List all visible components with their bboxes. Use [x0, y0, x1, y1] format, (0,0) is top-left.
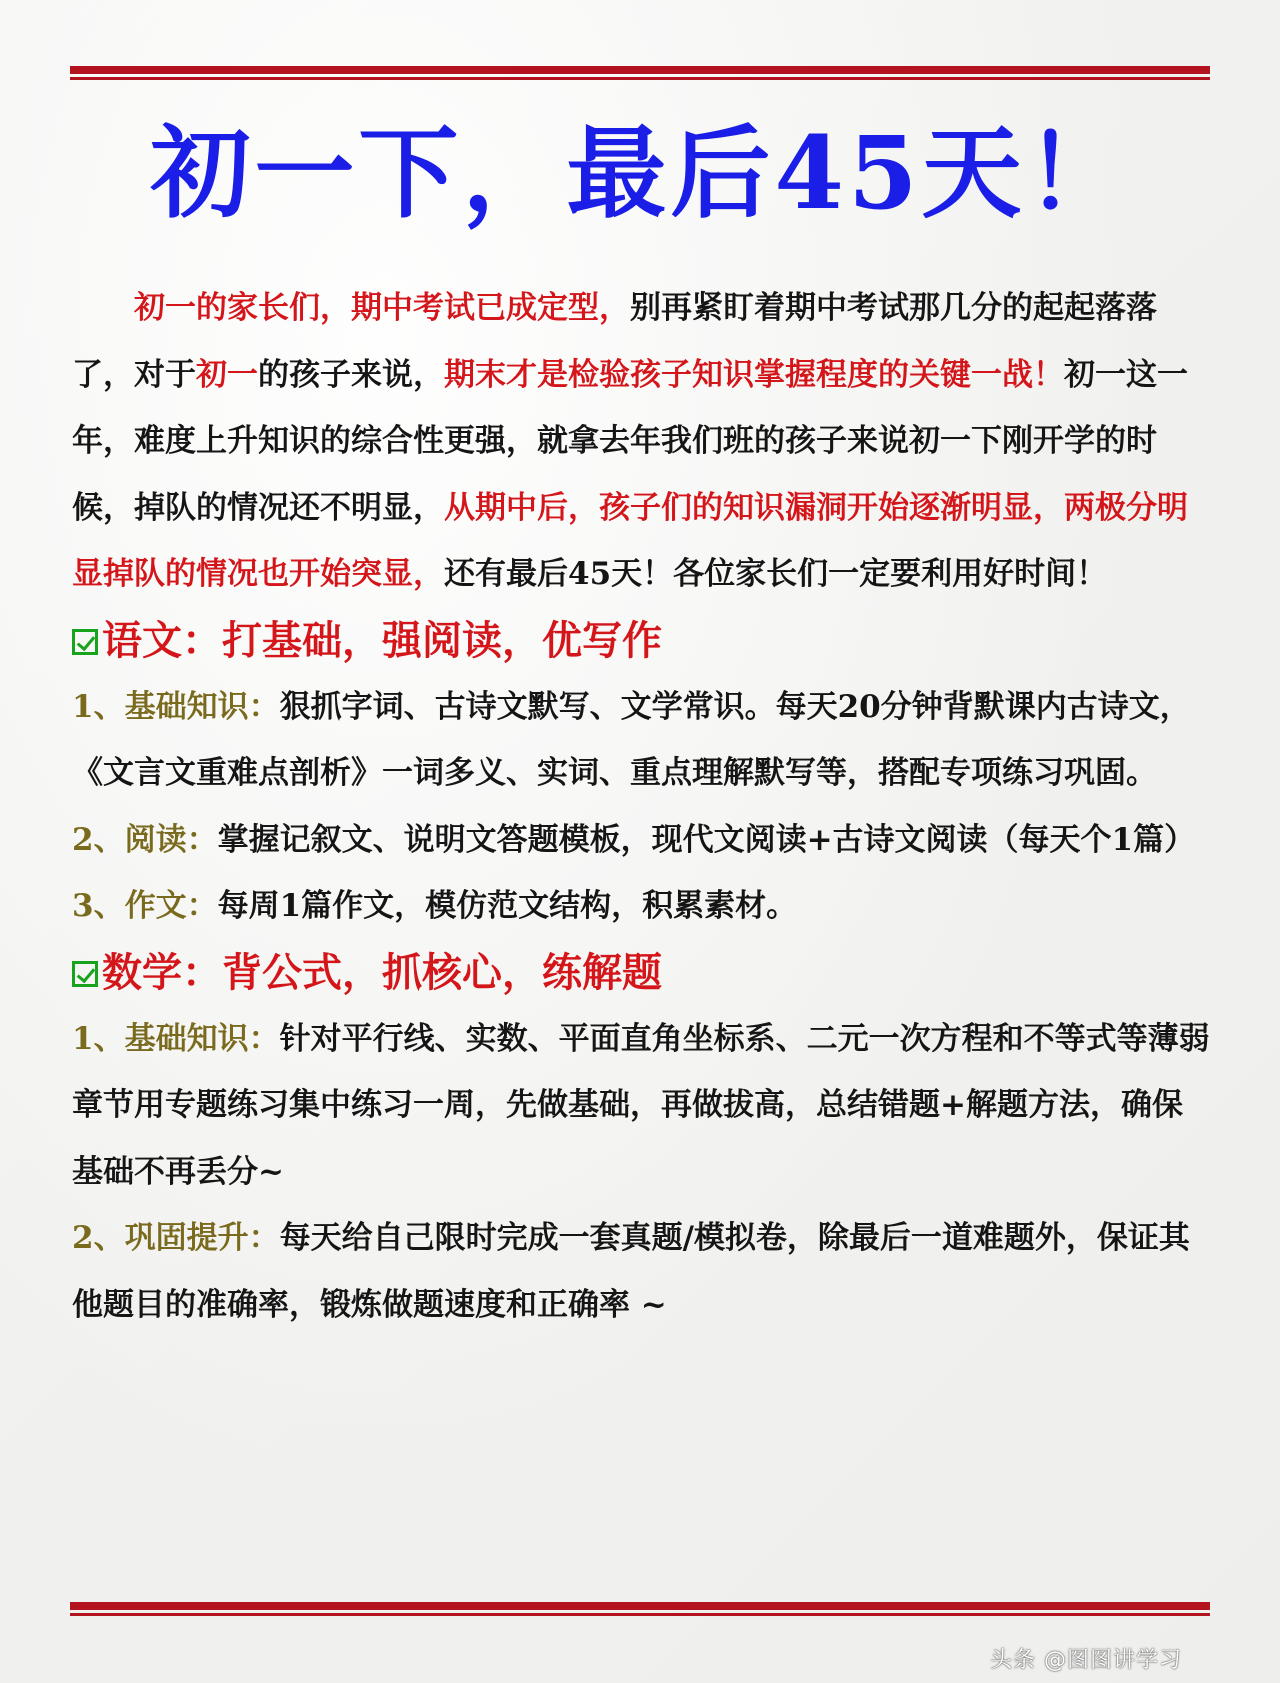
list-item — [72, 807, 1212, 874]
list-item — [72, 1006, 1212, 1206]
intro-highlight-2: 初一 — [196, 356, 258, 393]
intro-highlight-3: 期末才是检验孩子知识掌握程度的关键一战！ — [444, 356, 1064, 393]
item-text: 狠抓字词、古诗文默写、文学常识。每天20分钟背默课内古诗文，《文言文重难点剖析》一词多义、实词、重点理解默写等，搭配专项练习巩固。 — [72, 688, 1191, 791]
section-heading-text: 数学：背公式，抓核心，练解题 — [102, 948, 662, 996]
list-item — [72, 873, 1212, 940]
section-heading-text: 语文：打基础，强阅读，优写作 — [102, 616, 662, 664]
list-item — [72, 1205, 1212, 1338]
item-label: 2、巩固提升： — [72, 1220, 280, 1256]
intro-text-2: 的孩子来说， — [258, 356, 444, 393]
item-label: 1、基础知识： — [72, 688, 280, 725]
article-body — [72, 275, 1212, 1338]
check-box-icon — [72, 961, 98, 987]
item-text: 每周1篇作文，模仿范文结构，积累素材。 — [217, 888, 798, 924]
item-text: 掌握记叙文、说明文答题模板，现代文阅读+古诗文阅读（每天个1篇） — [217, 821, 1196, 858]
item-label: 2、阅读： — [72, 821, 218, 858]
item-text: 每天给自己限时完成一套真题/模拟卷，除最后一道难题外，保证其他题目的准确率，锻炼做题速度和正确率 ~ — [72, 1220, 1190, 1323]
item-label: 1、基础知识： — [72, 1020, 280, 1057]
intro-highlight-4: 从期中后，孩子们的知识漏洞开始逐渐明显，两极分明显掉队的情况也开始突显， — [72, 489, 1188, 592]
intro-text-1: 别再紧盯着期中考试那几分的起起落落了，对于 — [72, 290, 1157, 393]
page-title: 初一下，最后45天！ — [150, 114, 1130, 232]
intro-text-3: 初一这一年，难度上升知识的综合性更强，就拿去年我们班的孩子来说初一下刚开学的时候，掉队的情况还不明显， — [72, 356, 1188, 526]
intro-highlight-1: 初一的家长们，期中考试已成定型， — [134, 290, 630, 326]
intro-text-4: 还有最后45天！各位家长们一定要利用好时间！ — [444, 556, 1108, 592]
item-label: 3、作文： — [72, 888, 218, 924]
watermark-text: 头条 @图图讲学习 — [990, 1648, 1182, 1673]
item-text: 针对平行线、实数、平面直角坐标系、二元一次方程和不等式等薄弱章节用专题练习集中练习一周，先做基础，再做拔高，总结错题+解题方法，确保基础不再丢分~ — [72, 1020, 1210, 1190]
bottom-divider — [70, 1602, 1210, 1616]
intro-paragraph — [72, 275, 1212, 608]
list-item — [72, 674, 1212, 807]
top-divider — [70, 66, 1210, 80]
section-heading-math — [72, 940, 1212, 1006]
check-box-icon — [72, 629, 98, 655]
section-heading-chinese — [72, 608, 1212, 674]
